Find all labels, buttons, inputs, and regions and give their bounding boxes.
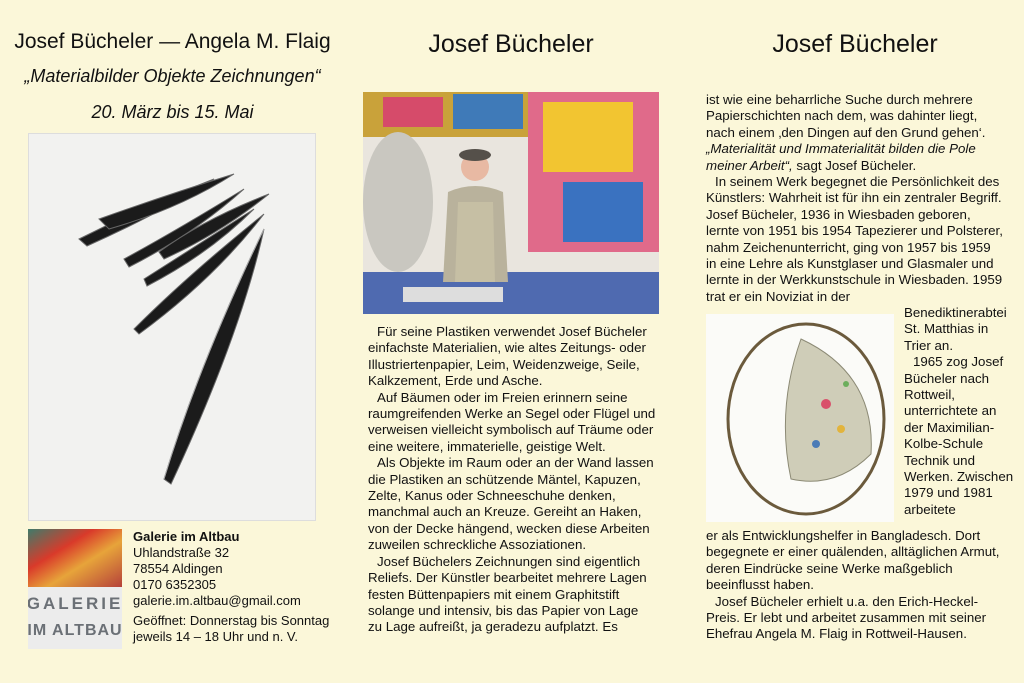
paragraph-materials: Für seine Plastiken verwendet Josef Bücheler einfachste Materialien, wie altes Zeitungs- oder Illustriertenpapier, Leim, Weidenzweige, Seile, Kalkzement, Erde und Asche.: [368, 324, 647, 389]
sculpture-object-image: [706, 314, 894, 522]
gallery-city: 78554 Aldingen: [133, 561, 223, 576]
exhibition-dates: 20. März bis 15. Mai: [91, 102, 254, 122]
artist-quote: „Materialität und Immaterialität bilden die Pole meiner Arbeit“,: [706, 141, 976, 173]
paragraph-search: [706, 92, 1004, 174]
right-body-text-top: [706, 92, 1004, 305]
gallery-name: Galerie im Altbau: [133, 529, 240, 544]
paragraph-objects: Als Objekte im Raum oder an der Wand lassen die Plastiken an schützende Mäntel, Kapuzen, Zelte, Kanus oder Schneeschuhe denken, manchmal auch an Kreuze. Gereiht an Haken, von der Decke hängend, wecken diese Arbeiten zuweilen schreckliche Assoziationen.: [368, 455, 654, 553]
paragraph-outdoor-works: Auf Bäumen oder im Freien erinnern seine raumgreifenden Werke an Segel oder Flügel und verweisen vielleicht symbolisch auf Träume oder eine weitere, immaterielle, geistige Welt.: [368, 389, 656, 454]
graphite-drawing-image: [28, 133, 316, 521]
opening-hours-label: Geöffnet: Donnerstag bis Sonntag: [133, 613, 330, 628]
logo-text-galerie: GALERIE: [28, 594, 122, 613]
paragraph-award: Josef Bücheler erhielt u.a. den Erich-Heckel-Preis. Er lebt und arbeitet zusammen mit seiner Ehefrau Angela M. Flaig in Rottweil-Hausen.: [706, 593, 987, 642]
middle-column-title: Josef Bücheler: [428, 30, 594, 58]
opening-hours-time: jeweils 14 – 18 Uhr und n. V.: [133, 629, 299, 644]
right-body-text-bottom: [706, 528, 1004, 643]
text-search-start: ist wie eine beharrliche Suche durch mehrere Papierschichten nach dem, was dahinter liegt, nach einem ‚den Dingen auf den Grund gehen‘.: [706, 92, 986, 140]
gallery-street: Uhlandstraße 32: [133, 545, 230, 560]
logo-text-im-altbau: IM ALTBAU: [28, 622, 122, 639]
exhibition-artists: Josef Bücheler — Angela M. Flaig: [14, 30, 331, 53]
paragraph-biography: In seinem Werk begegnet die Persönlichkeit des Künstlers: Wahrheit ist für ihn ein zentraler Begriff. Josef Bücheler, 1936 in Wiesbaden geboren, lernte von 1951 bis 1954 Tapezierer und Polsterer, nahm Zeichenunterricht, ging von 1957 bis 1959 in eine Lehre als Kunstglaser und Glasmaler und lernte in der Werkkunstschule in Wiesbaden. 1959 trat er ein Noviziat in der: [706, 174, 1003, 304]
exhibition-title: „Materialbilder Objekte Zeichnungen“: [24, 66, 321, 86]
gallery-logo: [28, 529, 122, 649]
gallery-email: galerie.im.altbau@gmail.com: [133, 593, 301, 608]
right-column-title: Josef Bücheler: [772, 30, 938, 58]
paragraph-drawings: Josef Büchelers Zeichnungen sind eigentlich Reliefs. Der Künstler bearbeitet mehrere Lagen festen Büttenpapiers mit einem Graphitstift solange und intensiv, bis das Papier von Lage zu Lage aufreißt, ja geradezu aufplatzt. Es: [368, 553, 647, 635]
right-body-text-narrow: [904, 305, 1014, 518]
middle-body-text: [368, 324, 656, 636]
artist-studio-photo: [363, 92, 659, 314]
gallery-phone: 0170 6352305: [133, 577, 217, 592]
paragraph-benediktiner: Benediktinerabtei St. Matthias in Trier an.: [904, 305, 1007, 353]
paragraph-rottweil: 1965 zog Josef Bücheler nach Rottweil, unterrichtete an der Maximilian-Kolbe-Schule Technik und Werken. Zwischen 1979 und 1981 arbeitete: [904, 354, 1014, 517]
gallery-contact: [133, 529, 329, 645]
text-quote-attribution: sagt Josef Bücheler.: [792, 157, 917, 173]
paragraph-bangladesch: er als Entwicklungshelfer in Bangladesch. Dort begegnete er einer quälenden, alltäglichen Armut, deren Eindrücke seine Werke maßgeblich beeinflusst haben.: [706, 528, 1000, 593]
